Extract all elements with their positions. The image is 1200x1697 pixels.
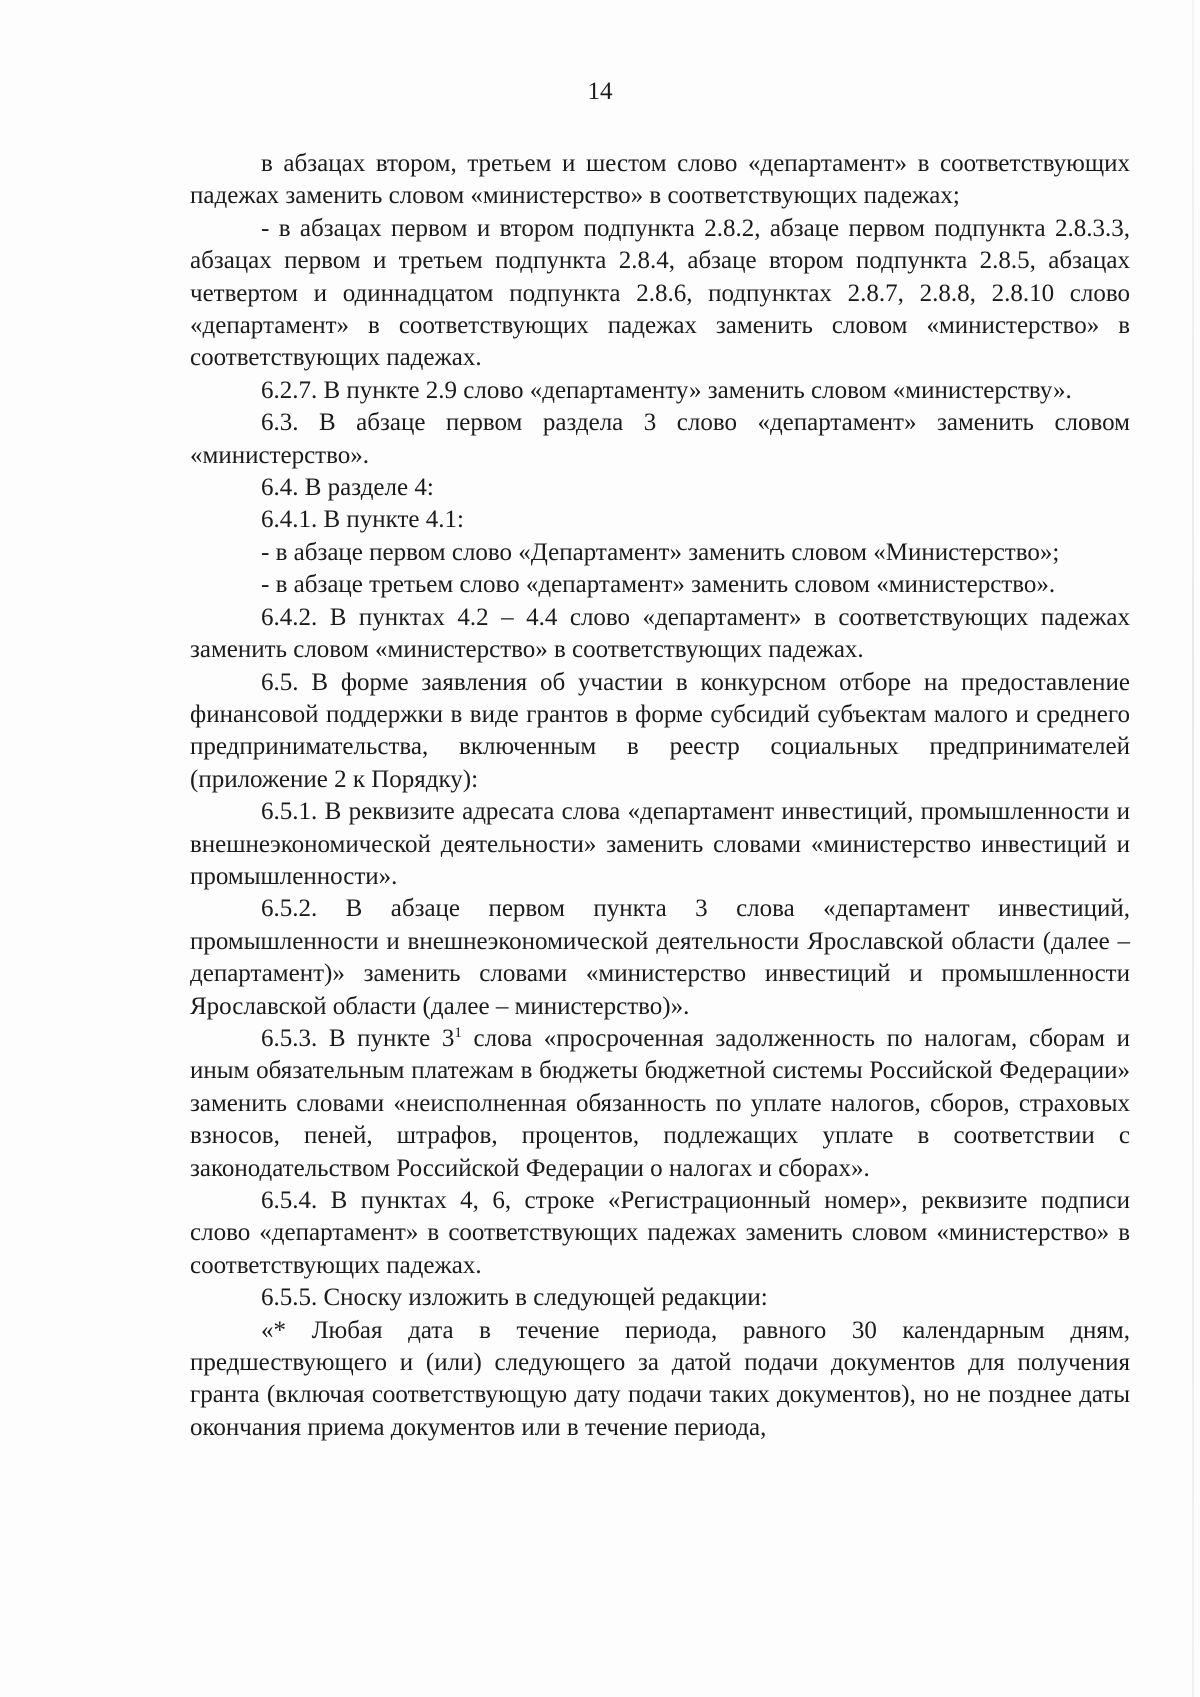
- paragraph-with-superscript: [190, 1023, 1130, 1185]
- paragraph-text-after: слова «просроченная задолженность по налогам, сборам и иным обязательным платежам в бюджеты бюджетной системы Российской Федерации» заменить словами «неисполненная обязанность по уплате налогов, сборов, страховых взносов, пеней, штрафов, процентов, подлежащих уплате в соответствии с законодательством Российской Федерации о налогах и сборах».: [190, 1024, 1130, 1182]
- paragraph: 6.4. В разделе 4:: [261, 474, 434, 502]
- paragraph: 6.5.5. Сноску изложить в следующей редакции:: [261, 1284, 768, 1312]
- paragraph: - в абзацах первом и втором подпункта 2.8.2, абзаце первом подпункта 2.8.3.3, абзацах первом и третьем подпункта 2.8.4, абзаце втором подпункта 2.8.5, абзацах четвертом и одиннадцатом подпункта 2.8.6, подпунктах 2.8.7, 2.8.8, 2.8.10 слово «департамент» в соответствующих падежах заменить словом «министерство» в соответствующих падежах.: [190, 214, 1130, 372]
- paragraph: 6.5.2. В абзаце первом пункта 3 слова «департамент инвестиций, промышленности и внешнеэкономической деятельности Ярославской области (далее – департамент)» заменить словами «министерство инвестиций и промышленности Ярославской области (далее – министерство)».: [190, 895, 1130, 1020]
- paragraph: 6.2.7. В пункте 2.9 слово «департаменту» заменить словом «министерству».: [261, 376, 1072, 404]
- paragraph: - в абзаце первом слово «Департамент» заменить словом «Министерство»;: [261, 538, 1060, 566]
- paragraph: 6.5.1. В реквизите адресата слова «департамент инвестиций, промышленности и внешнеэкономической деятельности» заменить словами «министерство инвестиций и промышленности».: [190, 798, 1130, 890]
- paragraph: 6.4.1. В пункте 4.1:: [261, 506, 464, 534]
- superscript-index: 1: [454, 1024, 462, 1041]
- paragraph: 6.4.2. В пунктах 4.2 – 4.4 слово «департамент» в соответствующих падежах заменить словом «министерство» в соответствующих падежах.: [190, 603, 1130, 664]
- paragraph: 6.5.4. В пунктах 4, 6, строке «Регистрационный номер», реквизите подписи слово «департамент» в соответствующих падежах заменить словом «министерство» в соответствующих падежах.: [190, 1187, 1130, 1279]
- paragraph: 6.5. В форме заявления об участии в конкурсном отборе на предоставление финансовой поддержки в виде грантов в форме субсидий субъектам малого и среднего предпринимательства, включенным в реестр социальных предпринимателей (приложение 2 к Порядку):: [190, 668, 1130, 793]
- paragraph: в абзацах втором, третьем и шестом слово «департамент» в соответствующих падежах заменить словом «министерство» в соответствующих падежах;: [190, 150, 1130, 210]
- page-number: 14: [587, 78, 613, 105]
- paragraph-text-before: 6.5.3. В пункте 3: [261, 1024, 455, 1052]
- scan-edge-shadow: [1192, 0, 1194, 1697]
- paragraph: «* Любая дата в течение периода, равного 30 календарным дням, предшествующего и (или) следующего за датой подачи документов для получения гранта (включая соответствующую дату подачи таких документов), но не позднее даты окончания приема документов или в течение периода,: [190, 1316, 1130, 1441]
- paragraph: - в абзаце третьем слово «департамент» заменить словом «министерство».: [261, 571, 1056, 599]
- paragraph: 6.3. В абзаце первом раздела 3 слово «департамент» заменить словом «министерство».: [190, 409, 1130, 469]
- document-body: [190, 148, 1130, 1444]
